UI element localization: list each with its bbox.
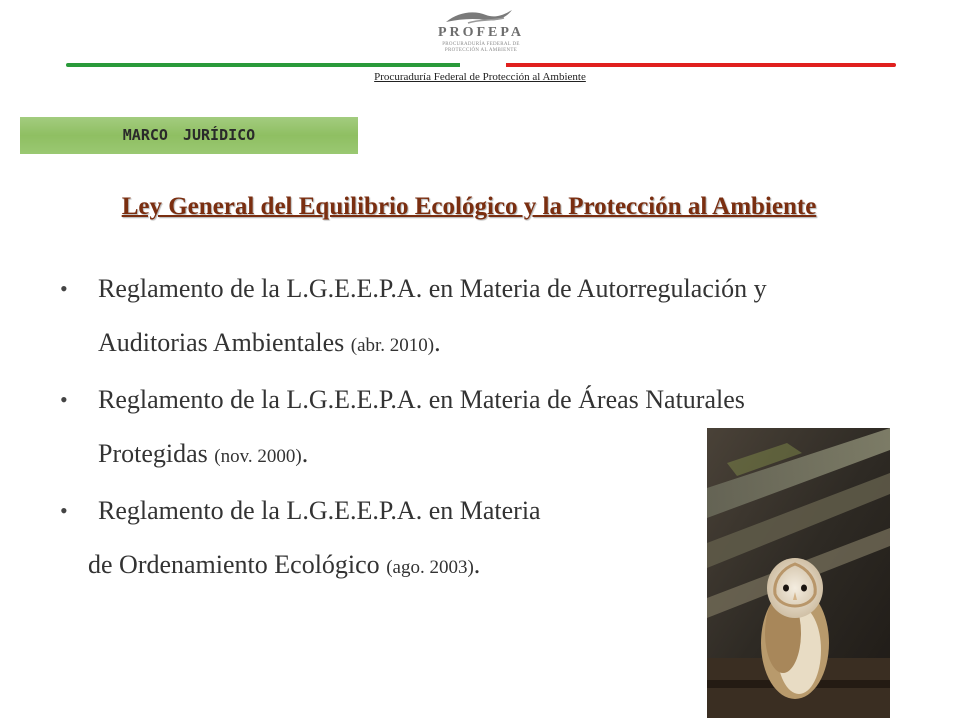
logo-wordmark: PROFEPA	[437, 25, 525, 40]
item-end: .	[434, 328, 441, 357]
bullet-icon: •	[60, 276, 68, 301]
section-label: MARCO JURÍDICO	[122, 126, 256, 144]
section-band	[20, 117, 358, 154]
item-line-1: Reglamento de la L.G.E.E.P.A. en Materia de Autorregulación y	[98, 274, 767, 303]
list-item	[60, 262, 900, 373]
bullet-icon: •	[60, 387, 68, 412]
profepa-logo	[428, 6, 534, 56]
bullet-icon: •	[60, 498, 68, 523]
owl-photo	[707, 428, 890, 718]
item-date: (nov. 2000)	[214, 446, 302, 467]
header-tricolor-line	[66, 63, 896, 67]
item-text: Protegidas	[98, 439, 215, 468]
item-line-1: Reglamento de la L.G.E.E.P.A. en Materia	[98, 496, 541, 525]
item-line-1: Reglamento de la L.G.E.E.P.A. en Materia de Áreas Naturales	[98, 385, 745, 414]
logo-subtitle	[428, 42, 534, 54]
eagle-emblem-icon	[428, 6, 534, 26]
item-text: de Ordenamiento Ecológico	[88, 550, 387, 579]
item-end: .	[473, 550, 481, 579]
item-date: (abr. 2010)	[350, 335, 435, 356]
item-end: .	[301, 439, 309, 468]
item-date: (ago. 2003)	[386, 557, 474, 578]
logo-subtitle-line-2: PROTECCIÓN AL AMBIENTE	[444, 48, 518, 53]
barn-owl-image	[707, 428, 890, 718]
law-title: Ley General del Equilibrio Ecológico y la Protección al Ambiente	[121, 193, 817, 220]
item-text: Auditorias Ambientales	[98, 328, 351, 357]
agency-name: Procuraduría Federal de Protección al Ambiente	[374, 71, 586, 83]
item-line-2	[60, 316, 900, 373]
logo-subtitle-line-1: PROCURADURÍA FEDERAL DE	[442, 42, 520, 47]
